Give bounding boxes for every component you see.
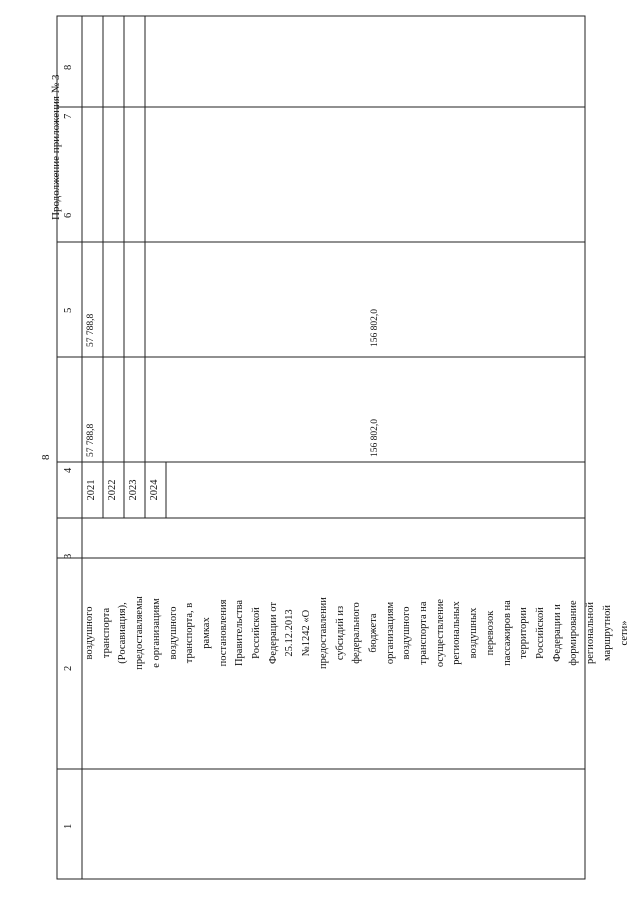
column-header-4: 4: [63, 467, 74, 473]
column-header-3: 3: [63, 553, 74, 559]
description-line: воздушных: [468, 607, 480, 659]
column-header-8: 8: [63, 64, 74, 70]
column-header-5: 5: [63, 307, 74, 313]
description-line: бюджета: [367, 613, 379, 653]
description-line: осуществление: [434, 598, 446, 668]
column-header-1: 1: [63, 823, 74, 829]
column-header-7: 7: [63, 113, 74, 119]
col5-value-row3: 156 802,0: [370, 309, 380, 347]
page-number: 8: [40, 454, 52, 460]
description-line: пассажиров на: [501, 600, 513, 666]
description-line: Российской: [251, 607, 263, 659]
description-line: организациям: [384, 601, 396, 665]
year-2023: 2023: [128, 479, 139, 501]
description-line: маршрутной: [601, 605, 613, 662]
description-line: Российской: [534, 607, 546, 659]
year-2021: 2021: [86, 479, 97, 501]
description-line: транспорта, в: [184, 602, 196, 664]
col5-value-2021: 57 788,8: [86, 313, 96, 347]
appendix-continuation-caption: Продолжение приложения № 3: [50, 74, 62, 220]
description-line: Правительства: [234, 599, 246, 667]
description-line: перевозок: [484, 610, 496, 656]
description-line: предоставлении: [317, 597, 329, 669]
description-line: воздушного: [84, 606, 95, 660]
description-cell: [82, 561, 633, 705]
description-line: Федерации и: [551, 604, 563, 662]
col4-value-row3: 156 802,0: [370, 419, 380, 457]
description-line: воздушного: [167, 606, 179, 660]
description-line: 25.12.2013: [284, 609, 296, 657]
col4-value-2021: 57 788,8: [86, 423, 96, 457]
description-line: е организациям: [150, 598, 162, 668]
description-line: формирование: [568, 600, 580, 666]
description-line: региональной: [585, 602, 597, 664]
description-line: (Росавиация),: [117, 602, 129, 664]
column-header-2: 2: [63, 665, 74, 671]
description-line: №1242 «О: [301, 609, 313, 657]
description-line: территории: [518, 607, 530, 659]
description-line: федерального: [351, 602, 363, 664]
description-line: сети»: [618, 620, 630, 646]
description-line: региональных: [451, 601, 463, 665]
description-line: постановления: [217, 599, 229, 667]
description-line: рамках: [200, 617, 212, 649]
description-line: воздушного: [401, 606, 413, 660]
table-border: [57, 16, 585, 879]
description-line: транспорта: [100, 607, 112, 659]
column-header-6: 6: [63, 212, 74, 218]
year-2022: 2022: [107, 479, 118, 501]
description-line: предоставляемы: [134, 596, 146, 670]
description-line: Федерации от: [267, 602, 279, 664]
description-line: транспорта на: [418, 601, 430, 665]
description-line: субсидий из: [334, 605, 346, 661]
year-2024: 2024: [149, 479, 160, 501]
